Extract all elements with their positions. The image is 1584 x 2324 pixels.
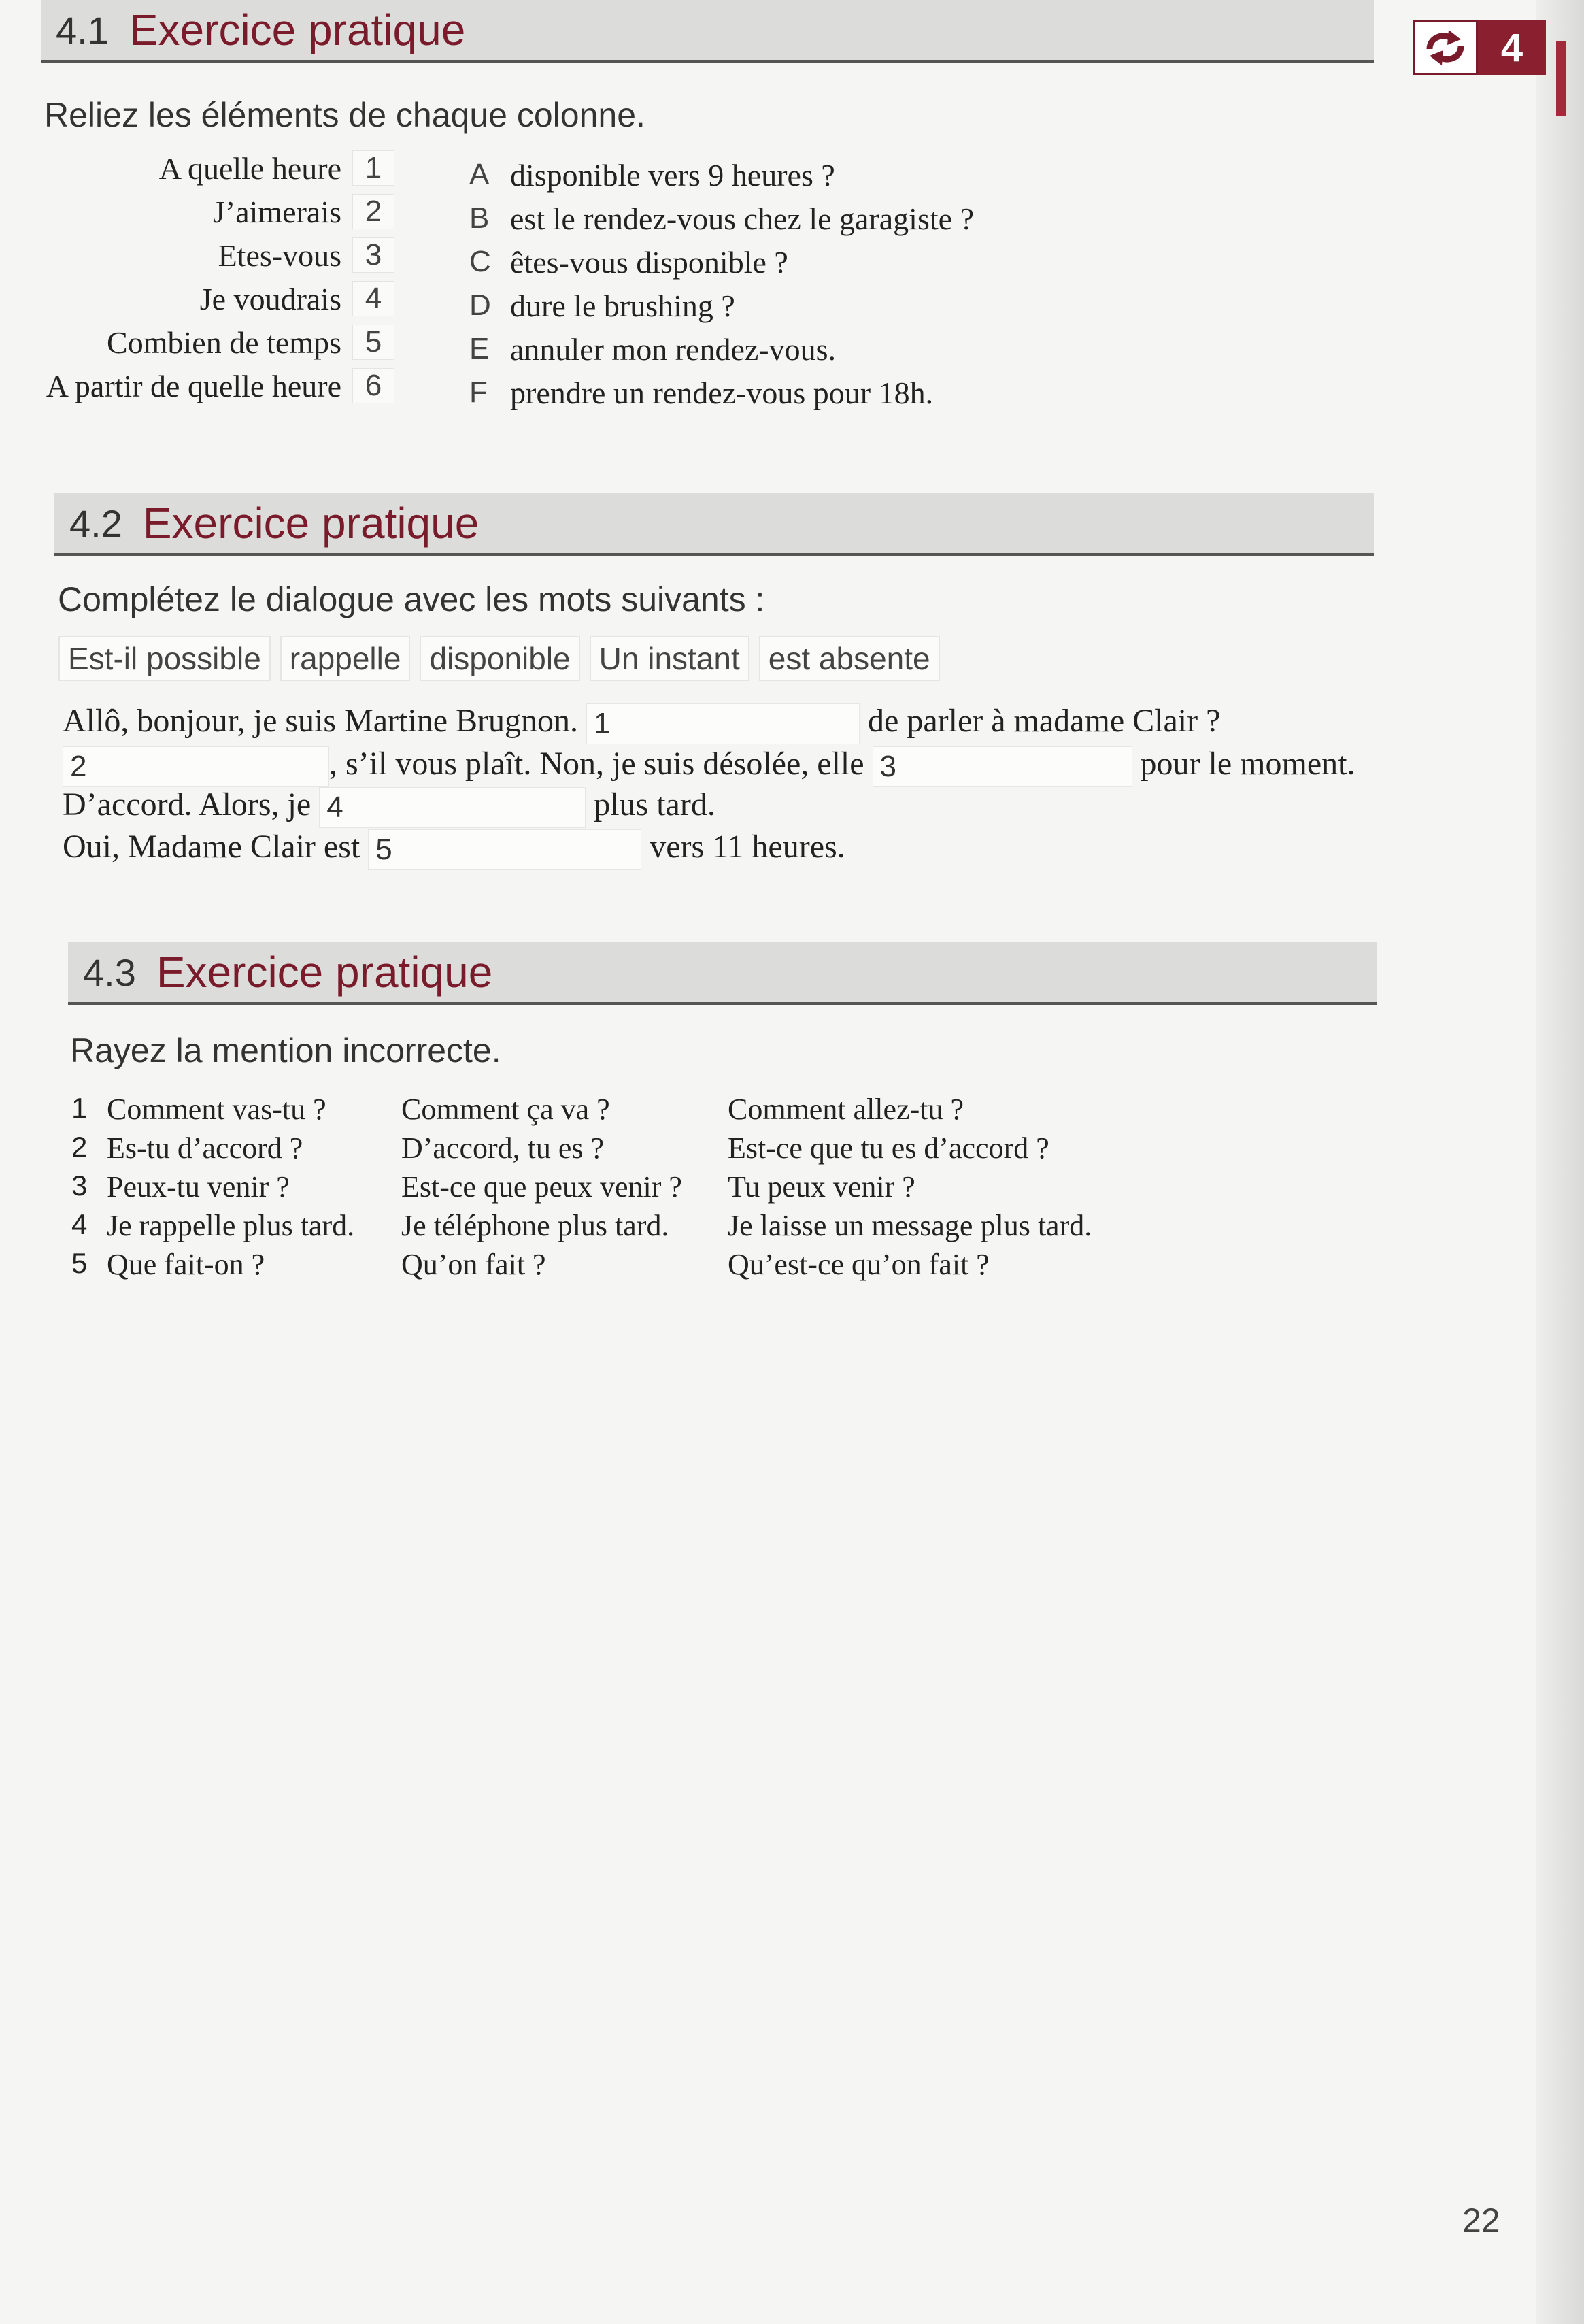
section-number: 4.1 [56,8,109,52]
section-header-4-3 [68,942,1377,1005]
dialogue-blank[interactable]: 3 [873,746,1132,787]
match-right-item: C êtes-vous disponible ? [469,244,788,280]
unit-number: 4 [1478,20,1546,75]
unit-badge [1413,20,1546,75]
match-left-item: A partir de quelle heure 6 [41,364,394,408]
choice-option[interactable]: Je laisse un message plus tard. [728,1209,1092,1242]
dialogue-blank[interactable]: 2 [63,746,329,787]
match-letter: A [469,158,490,191]
dialogue-blank[interactable]: 5 [368,829,641,870]
choice-option[interactable]: Comment allez-tu ? [728,1093,964,1126]
match-right-item: B est le rendez-vous chez le garagiste ? [469,201,974,236]
match-number-box[interactable]: 4 [352,281,394,316]
word-bank [58,636,940,681]
dialogue-line-4: Oui, Madame Clair est 5 vers 11 heures. [63,828,845,870]
section-title: Exercice pratique [142,499,479,548]
choice-option[interactable]: Je rappelle plus tard. [107,1209,355,1242]
match-letter: E [469,332,490,365]
row-number: 1 [71,1092,88,1124]
choice-option[interactable]: Peux-tu venir ? [107,1170,290,1204]
word-chip: est absente [759,636,940,681]
choice-option[interactable]: Est-ce que tu es d’accord ? [728,1131,1049,1165]
match-number-box[interactable]: 3 [352,237,394,273]
match-left-item: A quelle heure 1 [41,146,394,190]
word-chip: disponible [420,636,579,681]
choice-option[interactable]: Je téléphone plus tard. [401,1209,669,1242]
instruction-4-3: Rayez la mention incorrecte. [70,1031,501,1069]
choice-option[interactable]: Que fait-on ? [107,1248,265,1281]
choice-option[interactable]: Comment vas-tu ? [107,1093,326,1126]
refresh-arrows-icon [1413,20,1478,75]
match-right-column [469,153,974,414]
match-letter: C [469,245,491,278]
match-right-item: F prendre un rendez-vous pour 18h. [469,375,934,410]
section-title: Exercice pratique [129,5,466,54]
section-title: Exercice pratique [156,948,493,997]
match-number-box[interactable]: 1 [352,150,394,186]
page-edge-shadow [1536,0,1584,2324]
match-left-item: Je voudrais 4 [41,277,394,320]
match-number-box[interactable]: 5 [352,325,394,360]
match-left-item: Combien de temps 5 [41,320,394,364]
dialogue-line-1: Allô, bonjour, je suis Martine Brugnon. 1 de parler à madame Clair ? [63,702,1220,744]
row-number: 5 [71,1247,88,1279]
match-left-column [41,146,394,408]
match-letter: F [469,376,488,409]
choice-option[interactable]: Qu’est-ce qu’on fait ? [728,1248,990,1281]
match-letter: B [469,201,490,235]
row-number: 4 [71,1208,88,1240]
section-number: 4.3 [83,950,136,994]
match-left-item: Etes-vous 3 [41,233,394,277]
choice-option[interactable]: Es-tu d’accord ? [107,1131,303,1165]
choice-option[interactable]: D’accord, tu es ? [401,1131,605,1165]
section-number: 4.2 [69,501,122,545]
page-number: 22 [1462,2202,1500,2240]
match-right-item: D dure le brushing ? [469,288,735,323]
dialogue-blank[interactable]: 4 [319,787,586,828]
choice-option[interactable]: Tu peux venir ? [728,1170,915,1204]
instruction-4-2: Complétez le dialogue avec les mots suivants : [58,580,765,618]
row-number: 2 [71,1131,88,1163]
choice-option[interactable]: Qu’on fait ? [401,1248,546,1281]
word-chip: Un instant [590,636,749,681]
match-left-item: J’aimerais 2 [41,190,394,233]
word-chip: rappelle [280,636,411,681]
section-header-4-1 [41,0,1374,63]
match-number-box[interactable]: 6 [352,368,394,403]
match-number-box[interactable]: 2 [352,194,394,229]
word-chip: Est-il possible [58,636,271,681]
dialogue-line-3: D’accord. Alors, je 4 plus tard. [63,786,715,828]
choice-option[interactable]: Comment ça va ? [401,1093,610,1126]
choice-option[interactable]: Est-ce que peux venir ? [401,1170,682,1204]
match-right-item: A disponible vers 9 heures ? [469,157,835,193]
instruction-4-1: Reliez les éléments de chaque colonne. [44,96,645,134]
chapter-tab-marker [1556,41,1566,116]
dialogue-blank[interactable]: 1 [586,703,860,744]
section-header-4-2 [54,493,1374,556]
dialogue-line-2: 2 , s’il vous plaît. Non, je suis désolée, elle 3 pour le moment. [63,745,1355,787]
row-number: 3 [71,1169,88,1201]
match-letter: D [469,288,491,322]
match-right-item: E annuler mon rendez-vous. [469,331,837,367]
